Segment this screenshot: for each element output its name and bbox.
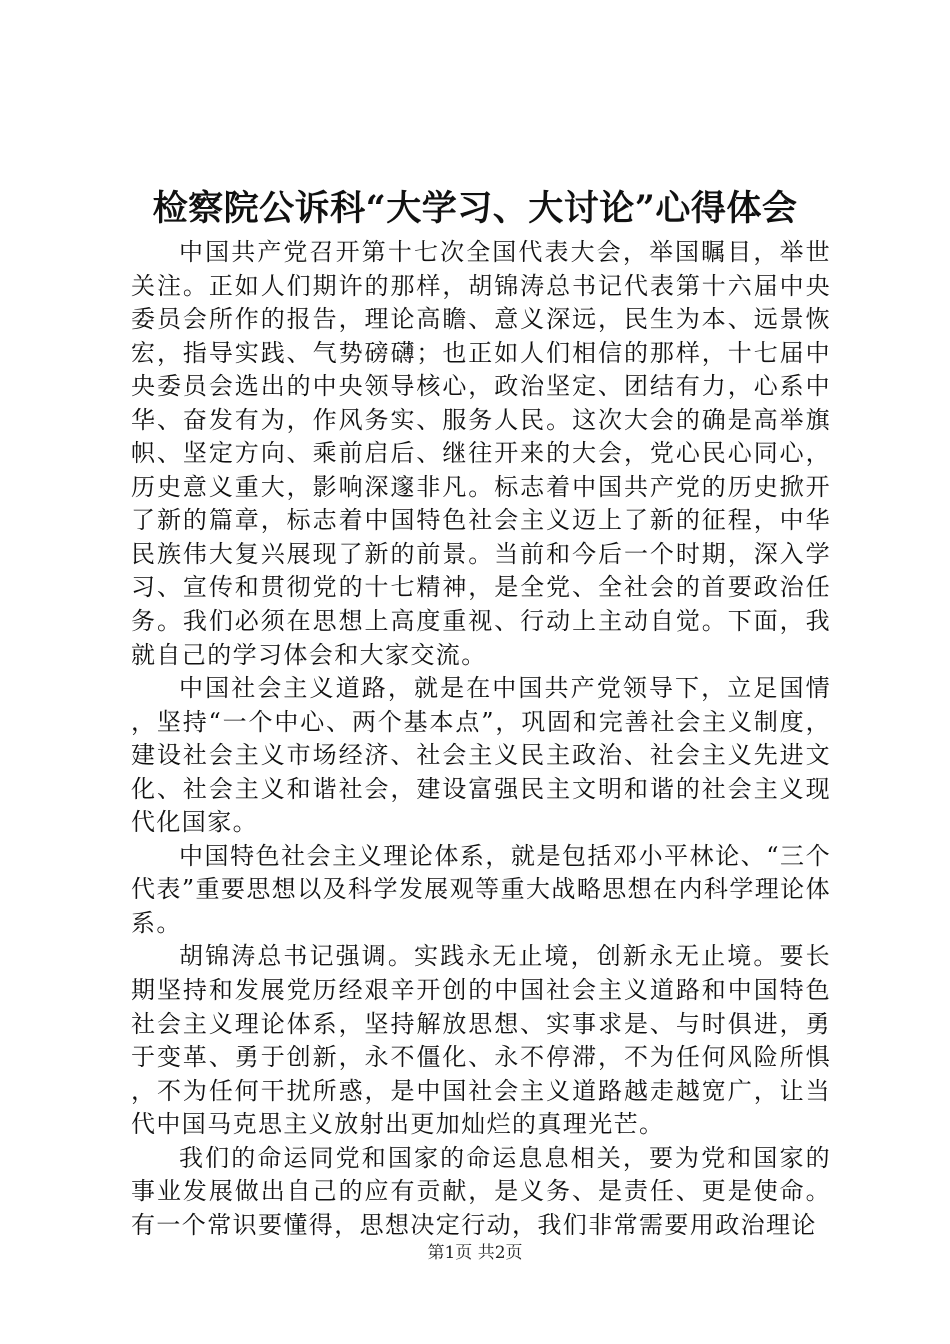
paragraph: 胡锦涛总书记强调。实践永无止境，创新永无止境。要长期坚持和发展党历经艰辛开创的中国社会主义道路和中国特色社会主义理论体系，坚持解放思想、实事求是、与时俱进，勇于变革、勇于创新，永不僵化、永不停滞，不为任何风险所惧，不为任何干扰所惑，是中国社会主义道路越走越宽广，让当代中国马克思主义放射出更加灿烂的真理光芒。 [131,942,831,1139]
document-title: 检察院公诉科“大学习、大讨论”心得体会 [152,188,798,229]
page-footer [0,1241,950,1265]
paragraph: 中国社会主义道路，就是在中国共产党领导下，立足国情，坚持“一个中心、两个基本点”，巩固和完善社会主义制度，建设社会主义市场经济、社会主义民主政治、社会主义先进文化、社会主义和谐社会，建设富强民主文明和谐的社会主义现代化国家。 [131,674,831,837]
paragraph: 中国共产党召开第十七次全国代表大会，举国瞩目，举世关注。正如人们期许的那样，胡锦涛总书记代表第十六届中央委员会所作的报告，理论高瞻、意义深远，民生为本、远景恢宏，指导实践、气势磅礴；也正如人们相信的那样，十七届中央委员会选出的中央领导核心，政治坚定、团结有力，心系中华、奋发有为，作风务实、服务人民。这次大会的确是高举旗帜、坚定方向、乘前启后、继往开来的大会，党心民心同心，历史意义重大，影响深邃非凡。标志着中国共产党的历史掀开了新的篇章，标志着中国特色社会主义迈上了新的征程，中华民族伟大复兴展现了新的前景。当前和今后一个时期，深入学习、宣传和贯彻党的十七精神，是全党、全社会的首要政治任务。我们必须在思想上高度重视、行动上主动自觉。下面，我就自己的学习体会和大家交流。 [131,238,831,669]
paragraph: 中国特色社会主义理论体系，就是包括邓小平林论、“三个代表”重要思想以及科学发展观等重大战略思想在内科学理论体系。 [131,841,831,937]
page-total: 共2页 [477,1243,523,1263]
page-number: 第1页 [427,1243,473,1263]
document-body [131,236,831,1242]
paragraph: 我们的命运同党和国家的命运息息相关，要为党和国家的事业发展做出自己的应有贡献，是义务、是责任、更是使命。有一个常识要懂得，思想决定行动，我们非常需要用政治理论 [131,1143,831,1239]
